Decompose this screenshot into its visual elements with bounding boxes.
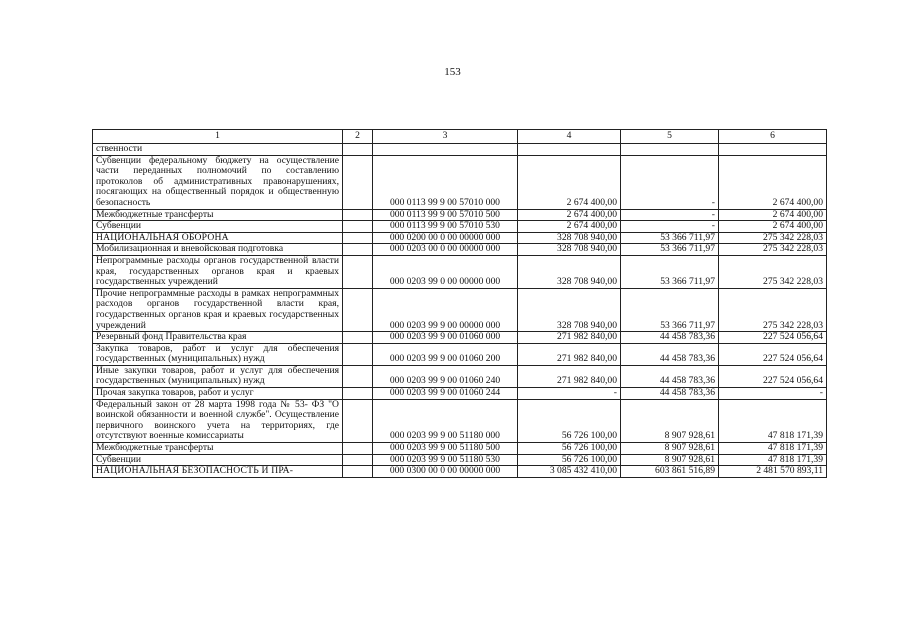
row-code: 000 0203 99 9 00 01060 240 xyxy=(373,365,518,387)
row-name: Резервный фонд Правительства края xyxy=(93,332,343,344)
row-col2 xyxy=(343,365,373,387)
row-name: Закупка товаров, работ и услуг для обеспечения государственных (муниципальных) нужд xyxy=(93,343,343,365)
row-col2 xyxy=(343,288,373,331)
row-col2 xyxy=(343,332,373,344)
row-executed: - xyxy=(621,221,719,233)
row-col2 xyxy=(343,466,373,478)
row-name: Субвенции федеральному бюджету на осуществление части переданных полномочий по составлению протоколов об административных правонарушениях, посягающих на общественный порядок и общественную безопасность xyxy=(93,155,343,209)
table-row xyxy=(93,443,827,455)
row-name: Прочая закупка товаров, работ и услуг xyxy=(93,388,343,400)
row-approved: 56 726 100,00 xyxy=(518,443,621,455)
row-code: 000 0203 99 9 00 01060 244 xyxy=(373,388,518,400)
row-name: Прочие непрограммные расходы в рамках непрограммных расходов органов государственной власти края, государственных органов края и краевых государственных учреждений xyxy=(93,288,343,331)
row-col2 xyxy=(343,255,373,288)
row-approved: 328 708 940,00 xyxy=(518,244,621,256)
row-approved: - xyxy=(518,388,621,400)
row-executed: 44 458 783,36 xyxy=(621,388,719,400)
table-row xyxy=(93,288,827,331)
row-col2 xyxy=(343,144,373,156)
row-approved: 56 726 100,00 xyxy=(518,454,621,466)
table-row xyxy=(93,144,827,156)
table-row xyxy=(93,388,827,400)
row-approved: 2 674 400,00 xyxy=(518,155,621,209)
row-col2 xyxy=(343,209,373,221)
row-executed: 8 907 928,61 xyxy=(621,399,719,442)
row-approved: 271 982 840,00 xyxy=(518,343,621,365)
column-header-1: 1 xyxy=(93,130,343,144)
row-executed: 53 366 711,97 xyxy=(621,232,719,244)
row-unexecuted: 47 818 171,39 xyxy=(719,454,827,466)
row-col2 xyxy=(343,399,373,442)
row-code xyxy=(373,144,518,156)
row-name: Непрограммные расходы органов государственной власти края, государственных органов края и краевых государственных учреждений xyxy=(93,255,343,288)
row-name: Межбюджетные трансферты xyxy=(93,443,343,455)
page-number: 153 xyxy=(444,66,461,78)
row-col2 xyxy=(343,454,373,466)
table-row xyxy=(93,209,827,221)
row-unexecuted: 275 342 228,03 xyxy=(719,232,827,244)
column-header-3: 3 xyxy=(373,130,518,144)
row-name: НАЦИОНАЛЬНАЯ БЕЗОПАСНОСТЬ И ПРА- xyxy=(93,466,343,478)
row-unexecuted: 47 818 171,39 xyxy=(719,443,827,455)
table-header-row xyxy=(93,130,827,144)
table-row xyxy=(93,221,827,233)
row-executed: - xyxy=(621,209,719,221)
row-approved: 2 674 400,00 xyxy=(518,209,621,221)
row-approved: 328 708 940,00 xyxy=(518,255,621,288)
row-name: НАЦИОНАЛЬНАЯ ОБОРОНА xyxy=(93,232,343,244)
row-name: Иные закупки товаров, работ и услуг для обеспечения государственных (муниципальных) нужд xyxy=(93,365,343,387)
row-col2 xyxy=(343,244,373,256)
row-unexecuted: - xyxy=(719,388,827,400)
row-executed: 8 907 928,61 xyxy=(621,454,719,466)
table-row xyxy=(93,232,827,244)
row-executed: 603 861 516,89 xyxy=(621,466,719,478)
row-code: 000 0203 99 9 00 51180 530 xyxy=(373,454,518,466)
row-executed: 53 366 711,97 xyxy=(621,255,719,288)
row-code: 000 0203 99 9 00 51180 500 xyxy=(373,443,518,455)
row-approved: 328 708 940,00 xyxy=(518,232,621,244)
row-unexecuted: 47 818 171,39 xyxy=(719,399,827,442)
row-executed: 44 458 783,36 xyxy=(621,365,719,387)
row-col2 xyxy=(343,388,373,400)
table-row xyxy=(93,155,827,209)
row-name: Субвенции xyxy=(93,221,343,233)
row-executed: 8 907 928,61 xyxy=(621,443,719,455)
row-name: Субвенции xyxy=(93,454,343,466)
column-header-4: 4 xyxy=(518,130,621,144)
row-name: Федеральный закон от 28 марта 1998 года № 53- ФЗ "О воинской обязанности и военной службе". Осуществление первичного воинского учета на территориях, где отсутствуют военные комиссариаты xyxy=(93,399,343,442)
row-unexecuted: 2 674 400,00 xyxy=(719,209,827,221)
column-header-5: 5 xyxy=(621,130,719,144)
table-row xyxy=(93,255,827,288)
row-unexecuted: 227 524 056,64 xyxy=(719,332,827,344)
table-row xyxy=(93,399,827,442)
row-code: 000 0203 00 0 00 00000 000 xyxy=(373,244,518,256)
row-name: Мобилизационная и вневойсковая подготовка xyxy=(93,244,343,256)
row-unexecuted: 275 342 228,03 xyxy=(719,244,827,256)
table-row xyxy=(93,343,827,365)
row-approved: 271 982 840,00 xyxy=(518,332,621,344)
budget-table xyxy=(92,129,827,478)
row-code: 000 0200 00 0 00 00000 000 xyxy=(373,232,518,244)
row-unexecuted: 275 342 228,03 xyxy=(719,255,827,288)
row-col2 xyxy=(343,443,373,455)
column-header-6: 6 xyxy=(719,130,827,144)
row-code: 000 0203 99 9 00 01060 000 xyxy=(373,332,518,344)
row-unexecuted: 227 524 056,64 xyxy=(719,343,827,365)
row-approved: 271 982 840,00 xyxy=(518,365,621,387)
row-unexecuted: 275 342 228,03 xyxy=(719,288,827,331)
table-row xyxy=(93,244,827,256)
row-executed: 44 458 783,36 xyxy=(621,332,719,344)
row-executed: 53 366 711,97 xyxy=(621,288,719,331)
row-col2 xyxy=(343,343,373,365)
table-row xyxy=(93,466,827,478)
row-code: 000 0203 99 9 00 51180 000 xyxy=(373,399,518,442)
row-col2 xyxy=(343,221,373,233)
table-row xyxy=(93,454,827,466)
row-executed: 44 458 783,36 xyxy=(621,343,719,365)
row-code: 000 0203 99 0 00 00000 000 xyxy=(373,255,518,288)
row-name: ственности xyxy=(93,144,343,156)
row-approved xyxy=(518,144,621,156)
table-body xyxy=(93,144,827,478)
table-row xyxy=(93,332,827,344)
table-row xyxy=(93,365,827,387)
row-unexecuted: 2 674 400,00 xyxy=(719,155,827,209)
row-approved: 56 726 100,00 xyxy=(518,399,621,442)
row-col2 xyxy=(343,155,373,209)
row-approved: 3 085 432 410,00 xyxy=(518,466,621,478)
row-code: 000 0300 00 0 00 00000 000 xyxy=(373,466,518,478)
row-unexecuted xyxy=(719,144,827,156)
row-executed xyxy=(621,144,719,156)
row-code: 000 0203 99 9 00 01060 200 xyxy=(373,343,518,365)
row-code: 000 0113 99 9 00 57010 530 xyxy=(373,221,518,233)
row-approved: 328 708 940,00 xyxy=(518,288,621,331)
row-code: 000 0113 99 9 00 57010 000 xyxy=(373,155,518,209)
row-executed: 53 366 711,97 xyxy=(621,244,719,256)
row-name: Межбюджетные трансферты xyxy=(93,209,343,221)
row-col2 xyxy=(343,232,373,244)
column-header-2: 2 xyxy=(343,130,373,144)
row-code: 000 0203 99 9 00 00000 000 xyxy=(373,288,518,331)
row-unexecuted: 227 524 056,64 xyxy=(719,365,827,387)
row-executed: - xyxy=(621,155,719,209)
row-code: 000 0113 99 9 00 57010 500 xyxy=(373,209,518,221)
row-approved: 2 674 400,00 xyxy=(518,221,621,233)
row-unexecuted: 2 481 570 893,11 xyxy=(719,466,827,478)
row-unexecuted: 2 674 400,00 xyxy=(719,221,827,233)
